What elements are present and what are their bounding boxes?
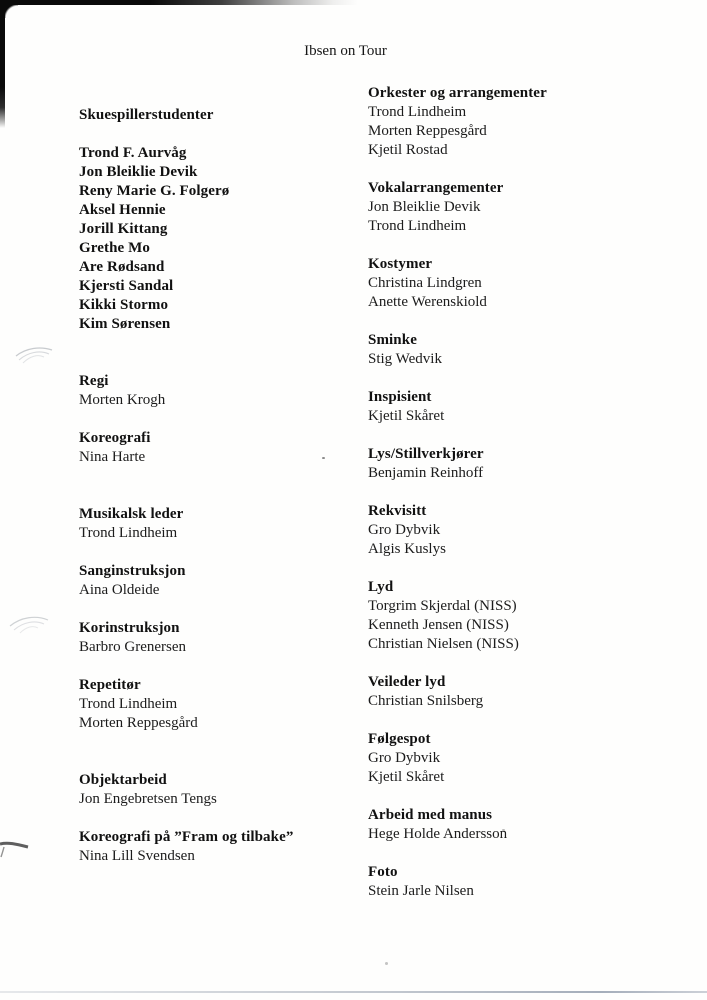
section-title: Kostymer bbox=[368, 256, 433, 272]
section-title: Skuespillerstudenter bbox=[79, 107, 214, 123]
section-title: Koreografi på ”Fram og tilbake” bbox=[79, 829, 294, 845]
scan-speck bbox=[385, 962, 388, 965]
cast-name: Grethe Mo bbox=[79, 240, 151, 256]
scan-corner-curve bbox=[0, 0, 18, 18]
section-title: Veileder lyd bbox=[368, 674, 446, 690]
section-title: Vokalarrangementer bbox=[368, 180, 504, 196]
credit-section bbox=[368, 388, 678, 426]
credit-name: Benjamin Reinhoff bbox=[368, 465, 484, 481]
scan-edge-top bbox=[0, 0, 358, 5]
cast-name: Aksel Hennie bbox=[79, 202, 166, 218]
cast-name: Kim Sørensen bbox=[79, 316, 171, 332]
credit-name: Torgrim Skjerdal (NISS) bbox=[368, 598, 517, 614]
credit-section bbox=[79, 676, 364, 733]
section-title: Sanginstruksjon bbox=[79, 563, 186, 579]
section-title: Musikalsk leder bbox=[79, 506, 184, 522]
credit-name: Kjetil Rostad bbox=[368, 142, 448, 158]
credit-section bbox=[79, 619, 364, 657]
credit-section bbox=[368, 863, 678, 901]
credit-name: Stig Wedvik bbox=[368, 351, 442, 367]
credit-name: Jon Engebretsen Tengs bbox=[79, 791, 217, 807]
credit-name: Christian Nielsen (NISS) bbox=[368, 636, 519, 652]
credit-section bbox=[79, 771, 364, 809]
credit-name: Christian Snilsberg bbox=[368, 693, 484, 709]
credit-section bbox=[368, 578, 678, 654]
credit-name: Aina Oldeide bbox=[79, 582, 160, 598]
credit-section bbox=[368, 331, 678, 369]
credit-name: Nina Harte bbox=[79, 449, 146, 465]
credit-name: Barbro Grenersen bbox=[79, 639, 187, 655]
left-column bbox=[79, 106, 364, 866]
credit-name: Kjetil Skåret bbox=[368, 769, 445, 785]
margin-swirl-mark bbox=[14, 346, 56, 370]
cast-names-list bbox=[79, 144, 364, 334]
section-title: Koreografi bbox=[79, 430, 151, 446]
credit-section bbox=[368, 806, 678, 844]
credit-name: Kenneth Jensen (NISS) bbox=[368, 617, 509, 633]
credit-name: Christina Lindgren bbox=[368, 275, 482, 291]
cast-name: Kjersti Sandal bbox=[79, 278, 174, 294]
scan-bottom-line bbox=[0, 991, 707, 993]
section-title: Repetitør bbox=[79, 677, 141, 693]
credit-name: Trond Lindheim bbox=[368, 104, 467, 120]
cast-name: Jorill Kittang bbox=[79, 221, 168, 237]
margin-swirl-mark bbox=[8, 614, 52, 640]
credit-section bbox=[368, 502, 678, 559]
credit-section bbox=[79, 562, 364, 600]
credit-section bbox=[368, 730, 678, 787]
scan-edge-left bbox=[0, 0, 5, 128]
credit-section bbox=[368, 84, 678, 160]
cast-name: Are Rødsand bbox=[79, 259, 165, 275]
section-title: Inspisient bbox=[368, 389, 432, 405]
section-title: Rekvisitt bbox=[368, 503, 427, 519]
margin-pen-mark bbox=[0, 838, 36, 860]
credit-name: Anette Werenskiold bbox=[368, 294, 487, 310]
section-title: Foto bbox=[368, 864, 398, 880]
credit-section bbox=[79, 372, 364, 410]
cast-section-header bbox=[79, 106, 364, 125]
cast-name: Trond F. Aurvåg bbox=[79, 145, 187, 161]
credit-name: Trond Lindheim bbox=[79, 525, 178, 541]
credit-section bbox=[79, 505, 364, 543]
section-title: Objektarbeid bbox=[79, 772, 167, 788]
section-title: Arbeid med manus bbox=[368, 807, 493, 823]
right-column bbox=[368, 84, 678, 901]
section-title: Regi bbox=[79, 373, 109, 389]
credit-name: Gro Dybvik bbox=[368, 522, 441, 538]
credit-name: Hege Holde Andersson bbox=[368, 826, 508, 842]
cast-name: Kikki Stormo bbox=[79, 297, 169, 313]
credit-name: Trond Lindheim bbox=[368, 218, 467, 234]
credit-name: Nina Lill Svendsen bbox=[79, 848, 195, 864]
section-title: Lys/Stillverkjører bbox=[368, 446, 484, 462]
credit-name: Trond Lindheim bbox=[79, 696, 178, 712]
section-title: Sminke bbox=[368, 332, 417, 348]
section-title: Korinstruksjon bbox=[79, 620, 180, 636]
credit-section bbox=[368, 673, 678, 711]
credit-name: Algis Kuslys bbox=[368, 541, 446, 557]
page-title: Ibsen on Tour bbox=[304, 43, 387, 59]
section-title: Orkester og arrangementer bbox=[368, 85, 547, 101]
credit-section bbox=[368, 255, 678, 312]
credit-name: Kjetil Skåret bbox=[368, 408, 445, 424]
credit-section bbox=[79, 828, 364, 866]
credit-name: Stein Jarle Nilsen bbox=[368, 883, 474, 899]
credit-name: Jon Bleiklie Devik bbox=[368, 199, 481, 215]
cast-name: Jon Bleiklie Devik bbox=[79, 164, 198, 180]
cast-name: Reny Marie G. Folgerø bbox=[79, 183, 230, 199]
credit-section bbox=[79, 429, 364, 467]
credit-section bbox=[368, 179, 678, 236]
credit-name: Gro Dybvik bbox=[368, 750, 441, 766]
section-title: Følgespot bbox=[368, 731, 431, 747]
section-title: Lyd bbox=[368, 579, 394, 595]
credit-section bbox=[368, 445, 678, 483]
credit-name: Morten Reppesgård bbox=[79, 715, 198, 731]
credit-name: Morten Krogh bbox=[79, 392, 166, 408]
credit-name: Morten Reppesgård bbox=[368, 123, 487, 139]
